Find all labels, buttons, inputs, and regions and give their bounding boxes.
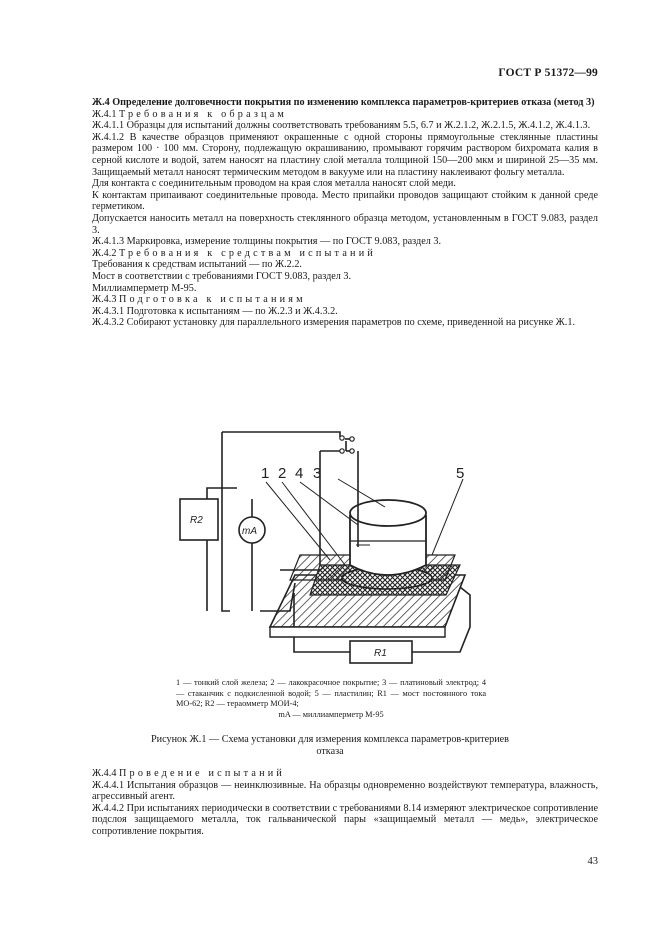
heading-text: Требования к средствам испытаний (118, 247, 377, 259)
paragraph: К контактам припаивают соединительные провода. Место припайки проводов защищают стойким к данной среде герметиком. (92, 189, 598, 213)
figure-label-1: 1 (261, 465, 270, 482)
paragraph: Ж.4.1.2 В качестве образцов применяют окрашенные с одной стороны прямоугольные стеклянные пластины размером 100 · 100 мм. Сторону, подлежащую окрашиванию, промывают горячим раствором бихромата калия в серной кислоте и водой, затем наносят на пластину слой металла толщиной 150—200 мкм и шириной 25—35 мм. Защищаемый металл наносят термическим методом в вакууме или на пластину наклеивают фольгу металла. (92, 131, 598, 178)
legend-text: mA — миллиамперметр М-95 (278, 709, 384, 719)
ma-label: mA (242, 526, 257, 537)
paragraph: Ж.4.1.3 Маркировка, измерение толщины покрытия — по ГОСТ 9.083, раздел 3. (92, 236, 441, 248)
subsection-heading (92, 768, 598, 780)
figure-legend (176, 678, 486, 720)
paragraph: Мост в соответствии с требованиями ГОСТ 9.083, раздел 3. (92, 270, 352, 282)
paragraph: Для контакта с соединительным проводом на края слоя металла наносят слой меди. (92, 178, 456, 190)
figure-label-5: 5 (456, 465, 465, 482)
heading-number: Ж.4.2 (92, 247, 117, 259)
contact-terminal (350, 437, 354, 441)
contact-terminal (350, 449, 354, 453)
main-text-continued (92, 768, 598, 838)
paragraph: Требования к средствам испытаний — по Ж.2.2. (92, 259, 302, 271)
contact-terminal (340, 436, 344, 440)
page-header: ГОСТ Р 51372—99 (498, 67, 598, 79)
plate-side (270, 627, 445, 637)
heading-text: Требования к образцам (118, 108, 288, 120)
main-text (92, 97, 598, 329)
heading-number: Ж.4.1 (92, 108, 117, 120)
contact-terminal (340, 449, 344, 453)
figure-caption: Рисунок Ж.1 — Схема установки для измерения комплекса параметров-критериев отказа (151, 734, 509, 757)
paragraph: Миллиамперметр М-95. (92, 282, 197, 294)
heading-number: Ж.4.4 (92, 768, 117, 779)
figure-label-4: 4 (295, 465, 304, 482)
r2-label: R2 (190, 515, 203, 526)
paragraph: Ж.4.1.1 Образцы для испытаний должны соответствовать требованиям 5.5, 6.7 и Ж.2.1.2, Ж.2.1.5, Ж.4.1.2, Ж.4.1.3. (92, 120, 591, 132)
paragraph: Ж.4.3.2 Собирают установку для параллельного измерения параметров по схеме, приведенной на рисунке Ж.1. (92, 317, 575, 329)
paragraph: Ж.4.3.1 Подготовка к испытаниям — по Ж.2.3 и Ж.4.3.2. (92, 305, 338, 317)
paragraph: Допускается наносить металл на поверхность стеклянного образца методом, установленным в ГОСТ 9.083, раздел 3. (92, 212, 598, 236)
subsection-heading (92, 109, 598, 121)
legend-text: 1 — тонкий слой железа; 2 — лакокрасочное покрытие; 3 — платиновый электрод; 4 — стаканчик с подкисленной водой; 5 — пластилин; R1 — мост постоянного тока МО-62; R2 — тераомметр МОИ-4; (176, 678, 486, 709)
heading-number: Ж.4.3 (92, 294, 117, 306)
heading-text: Подготовка к испытаниям (118, 294, 306, 306)
heading-text: Проведение испытаний (118, 768, 286, 779)
subsection-heading (92, 294, 598, 306)
r1-label: R1 (374, 648, 387, 659)
paragraph: Ж.4.4.1 Испытания образцов — неинклюзивные. На образцы одновременно воздействуют температура, влажность, агрессивный агент. (92, 779, 598, 803)
subsection-heading (92, 248, 598, 260)
figure-diagram (170, 415, 500, 675)
paragraph: Ж.4.4.2 При испытаниях периодически в соответствии с требованиями 8.14 измеряют электрическое сопротивление подслоя защищаемого металла, ток гальванической пары «защищаемый металл — медь», электрическое сопротивление покрытия. (92, 802, 598, 837)
page-number: 43 (587, 856, 598, 867)
figure-label-2: 2 (278, 465, 287, 482)
section-title: Ж.4 Определение долговечности покрытия по изменению комплекса параметров-критериев отказа (метод 3) (92, 97, 595, 108)
beaker-rim (350, 500, 426, 526)
figure-label-3: 3 (313, 465, 322, 482)
